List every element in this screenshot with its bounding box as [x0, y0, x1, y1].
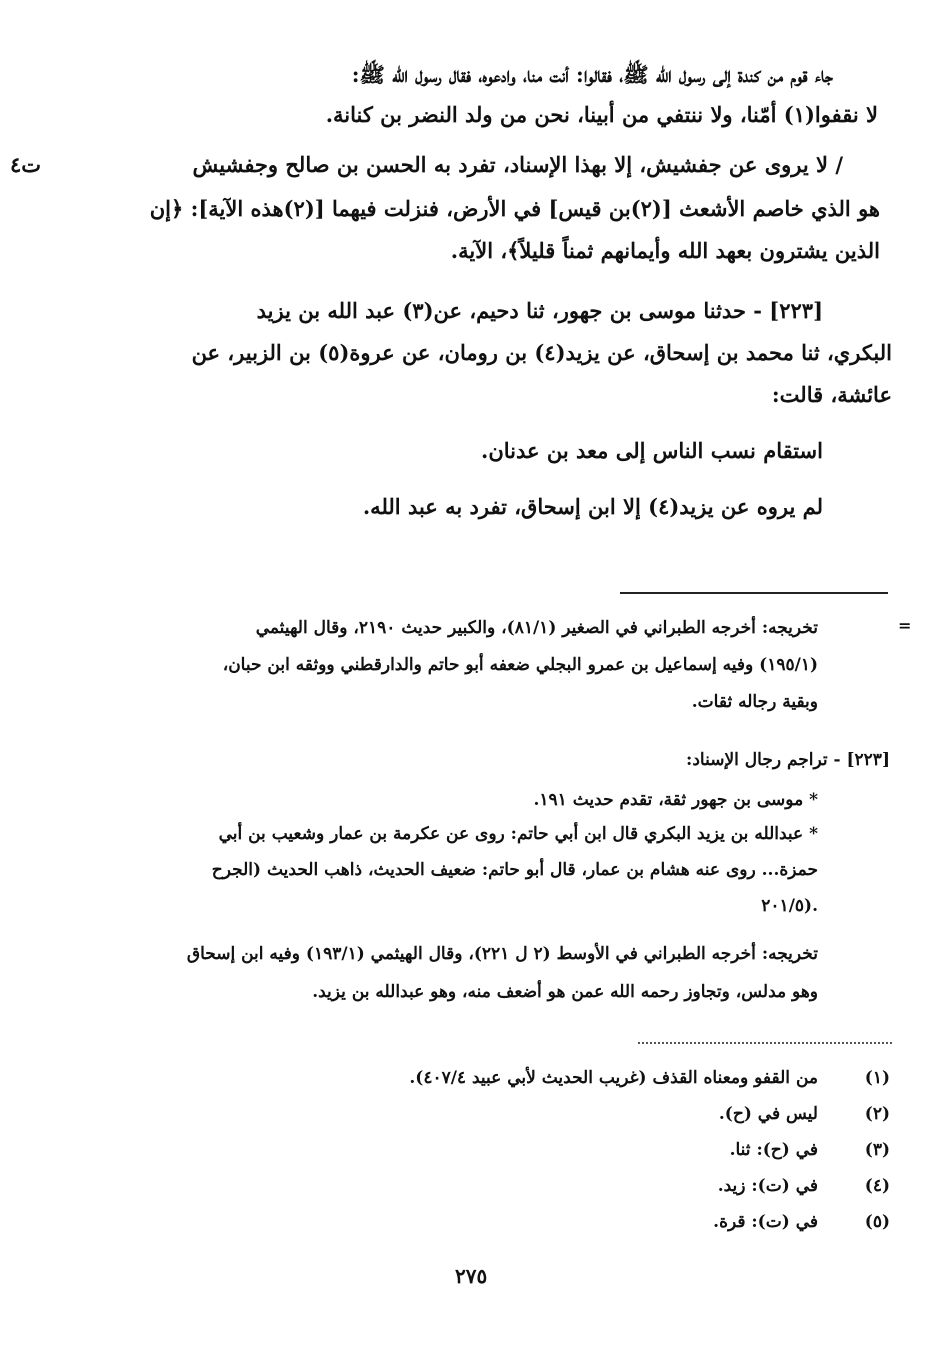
margin-reference: ت٤	[10, 152, 42, 177]
hadith-223-line-1: [٢٢٣] - حدثنا موسى بن جهور، ثنا دحيم، عن(٣) عبد الله بن يزيد	[256, 298, 823, 323]
takhrij-223-line-2: وهو مدلس، وتجاوز رحمه الله عمن هو أضعف منه، وهو عبدالله بن يزيد.	[312, 982, 818, 1002]
hadith-223-line-3: عائشة، قالت:	[771, 382, 892, 407]
hadith-223-line-2: البكري، ثنا محمد بن إسحاق، عن يزيد(٤) بن رومان، عن عروة(٥) بن الزبير، عن	[191, 340, 892, 365]
hadith-222-line-2: لا نقفوا(١) أمّنا، ولا ننتفي من أبينا، نحن من ولد النضر بن كنانة.	[325, 102, 878, 127]
takhrij-223-line-1: تخريجه: أخرجه الطبراني في الأوسط (٢ ل ٢٢١)، وقال الهيثمي (١٩٣/١) وفيه ابن إسحاق	[186, 944, 818, 964]
footnote-text: في (ت): زيد.	[717, 1176, 818, 1196]
notes-separator	[620, 592, 888, 594]
footnote-number: (١)	[864, 1068, 890, 1088]
footnote-text: في (ح): ثنا.	[729, 1140, 818, 1160]
footnote-number: (٥)	[864, 1212, 890, 1232]
tarajim-line-2: * عبدالله بن يزيد البكري قال ابن أبي حاتم: روى عن عكرمة بن عمار وشعيب بن أبي	[218, 824, 818, 844]
footnote-text: في (ت): قرة.	[713, 1212, 818, 1232]
page-number: ٢٧٥	[455, 1264, 488, 1288]
footnote-text: ليس في (ح).	[718, 1104, 818, 1124]
margin-mark: =	[898, 616, 912, 635]
takhrij-222-line-1: تخريجه: أخرجه الطبراني في الصغير (٨١/١)، والكبير حديث ٢١٩٠، وقال الهيثمي	[255, 618, 818, 638]
footnote-separator	[638, 1042, 892, 1044]
takhrij-222-line-3: وبقية رجاله ثقات.	[691, 692, 818, 712]
footnote-text: من القفو ومعناه القذف (غريب الحديث لأبي عبيد ٤٠٧/٤).	[409, 1068, 818, 1088]
footnote-number: (٤)	[864, 1176, 890, 1196]
comment-222-line-2: هو الذي خاصم الأشعث [(٢)بن قيس] في الأرض، فنزلت فيهما [(٢)هذه الآية]: ﴿إن	[149, 196, 880, 221]
tarajim-heading: [٢٢٣] - تراجم رجال الإسناد:	[686, 750, 890, 770]
comment-222-line-3: الذين يشترون بعهد الله وأيمانهم ثمناً قليلاً﴾، الآية.	[450, 238, 880, 263]
tarajim-line-4: ٢٠١/٥).	[761, 896, 818, 916]
takhrij-222-line-2: (١٩٥/١) وفيه إسماعيل بن عمرو البجلي ضعفه أبو حاتم والدارقطني ووثقه ابن حبان،	[222, 655, 818, 675]
matn-223: استقام نسب الناس إلى معد بن عدنان.	[481, 438, 823, 463]
footnote-number: (٢)	[864, 1104, 890, 1124]
hadith-222-line-1: جاء قوم من كندة إلى رسول الله ﷺ، فقالوا: أنت منا، وادعوه، فقال رسول الله ﷺ:	[351, 62, 833, 87]
comment-222-line-1: / لا يروى عن جفشيش، إلا بهذا الإسناد، تفرد به الحسن بن صالح وجفشيش	[192, 152, 843, 177]
tarajim-line-3: حمزة... روى عنه هشام بن عمار، قال أبو حاتم: ضعيف الحديث، ذاهب الحديث (الجرح	[211, 860, 818, 880]
tarajim-line-1: * موسى بن جهور ثقة، تقدم حديث ١٩١.	[533, 790, 818, 810]
footnote-number: (٣)	[864, 1140, 890, 1160]
comment-223: لم يروه عن يزيد(٤) إلا ابن إسحاق، تفرد به عبد الله.	[362, 494, 823, 519]
